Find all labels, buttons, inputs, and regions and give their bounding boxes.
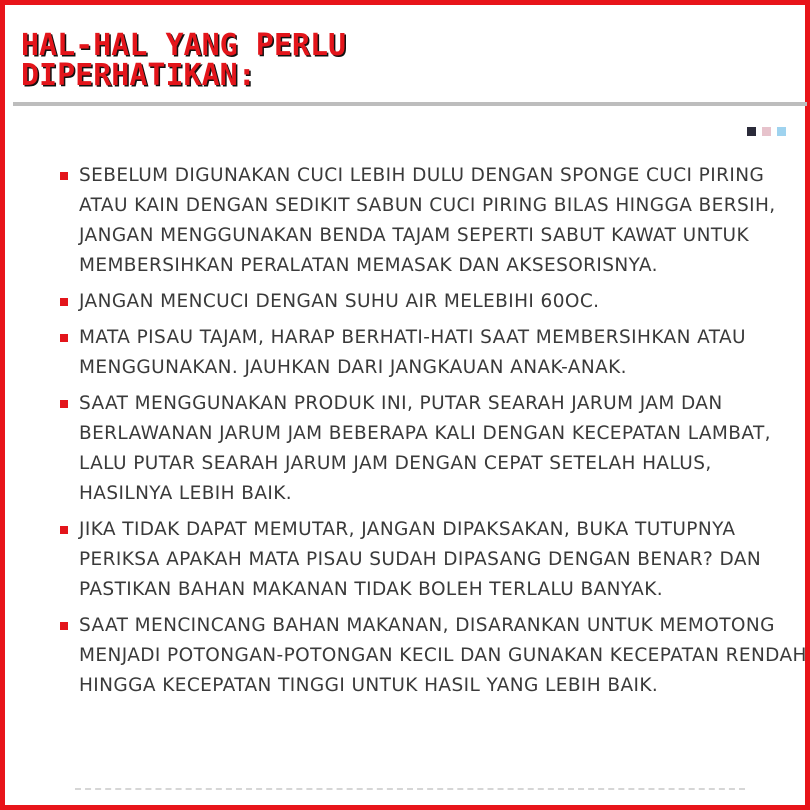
notes-list [57,161,809,701]
list-item-text: JIKA TIDAK DAPAT MEMUTAR, JANGAN DIPAKSAKAN, BUKA TUTUPNYA PERIKSA APAKAH MATA PISAU SUDAH DIPASANG DENGAN BENAR? DAN PASTIKAN BAHAN MAKANAN TIDAK BOLEH TERLALU BANYAK. [79,519,762,600]
bullet-square-icon [60,526,68,534]
list-item [57,515,809,605]
list-item-text: SAAT MENCINCANG BAHAN MAKANAN, DISARANKAN UNTUK MEMOTONG MENJADI POTONGAN-POTONGAN KECIL DAN GUNAKAN KECEPATAN RENDAH HINGGA KECEPATAN TINGGI UNTUK HASIL YANG LEBIH BAIK. [79,615,807,696]
list-item-text: SAAT MENGGUNAKAN PRODUK INI, PUTAR SEARAH JARUM JAM DAN BERLAWANAN JARUM JAM BEBERAPA KALI DENGAN KECEPATAN LAMBAT, LALU PUTAR SEARAH JARUM JAM DENGAN CEPAT SETELAH HALUS, HASILNYA LEBIH BAIK. [79,393,771,504]
bullet-square-icon [60,172,68,180]
list-item [57,287,809,317]
bullet-square-icon [60,400,68,408]
swatch-blue [777,127,786,136]
list-item [57,389,809,509]
bullet-square-icon [60,298,68,306]
list-item [57,611,809,701]
bullet-square-icon [60,334,68,342]
title-divider [13,102,807,106]
swatch-pink [762,127,771,136]
list-item [57,323,809,383]
swatch-dark [747,127,756,136]
color-swatches [747,127,786,136]
page-title: HAL-HAL YANG PERLU DIPERHATIKAN: [21,28,347,93]
list-item [57,161,809,281]
list-item-text: MATA PISAU TAJAM, HARAP BERHATI-HATI SAAT MEMBERSIHKAN ATAU MENGGUNAKAN. JAUHKAN DARI JANGKAUAN ANAK-ANAK. [79,327,746,378]
bullet-square-icon [60,622,68,630]
list-item-text: JANGAN MENCUCI DENGAN SUHU AIR MELEBIHI 60OC. [79,291,600,312]
list-item-text: SEBELUM DIGUNAKAN CUCI LEBIH DULU DENGAN SPONGE CUCI PIRING ATAU KAIN DENGAN SEDIKIT SABUN CUCI PIRING BILAS HINGGA BERSIH, JANGAN MENGGUNAKAN BENDA TAJAM SEPERTI SABUT KAWAT UNTUK MEMBERSIHKAN PERALATAN MEMASAK DAN AKSESORISNYA. [79,165,776,276]
bottom-dashed-divider [75,788,745,790]
